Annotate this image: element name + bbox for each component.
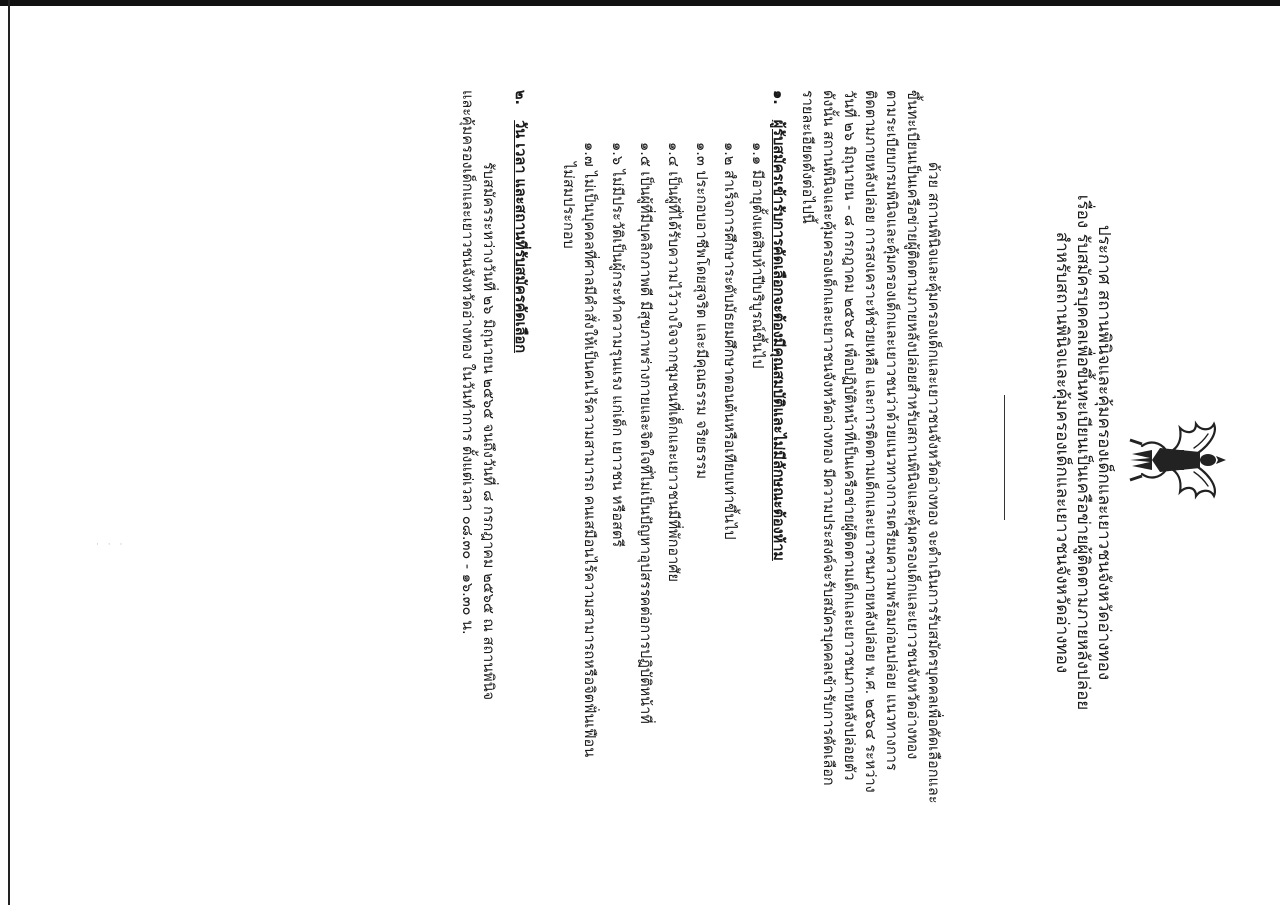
- garuda-emblem-icon: [1120, 420, 1230, 500]
- intro-line: ติดตามภายหลังปล่อย การสงเคราะห์ช่วยเหลือ และการติดตามเด็กและเยาวชนภายหลังปล่อย พ.ศ. ๒๕๖๔ ระหว่าง: [862, 90, 878, 793]
- intro-line: ด้วย สถานพินิจและคุ้มครองเด็กและเยาวชนจังหวัดอ่างทอง จะดำเนินการรับสมัครบุคคลเพื่อคัดเลือกและ: [925, 162, 941, 804]
- section1-title: ผู้รับสมัครเข้ารับการคัดเลือกจะต้องมีคุณสมบัติและไม่มีลักษณะต้องห้าม: [770, 119, 786, 561]
- section1-item: ๑.๔ เป็นผู้ที่ได้รับความไว้วางใจจากชุมชนที่เด็กและเยาวชนมีที่พักอาศัย: [665, 142, 681, 582]
- section2-line: และคุ้มครองเด็กและเยาวชนจังหวัดอ่างทอง ในวันทำการ ตั้งแต่เวลา ๐๘.๓๐ - ๑๖.๓๐ น.: [459, 90, 475, 635]
- intro-line: ขึ้นทะเบียนเป็นเครือข่ายผู้ติดตามภายหลังปล่อยสำหรับสถานพินิจและคุ้มครองเด็กและเยาวชนจังหวัดอ่างทอง: [904, 90, 920, 760]
- intro-line: วันที่ ๒๖ มิถุนายน - ๘ กรกฎาคม ๒๕๖๕ เพื่อปฏิบัติหน้าที่เป็นเครือข่ายผู้ติดตามเด็กและเยาวชนภายหลังปล่อยตัว: [841, 90, 857, 781]
- section2-title: วัน เวลา และสถานที่รับสมัครคัดเลือก: [512, 120, 528, 354]
- section1-heading: [768, 90, 788, 561]
- intro-line: ดังนั้น สถานพินิจและคุ้มครองเด็กและเยาวชนจังหวัดอ่างทอง มีความประสงค์จะรับสมัครบุคคลเข้ารับการคัดเลือก: [820, 90, 836, 786]
- section1-item: ๑.๑ มีอายุตั้งแต่สิบห้าปีบริบูรณ์ขึ้นไป: [749, 142, 765, 369]
- section1-number: ๑.: [770, 90, 786, 105]
- announcement-subject: เรื่อง รับสมัครบุคคลเพื่อขึ้นทะเบียนเป็นเครือข่ายผู้ติดตามภายหลังปล่อย: [1073, 194, 1093, 711]
- announcement-subject-cont: สำหรับสถานพินิจและคุ้มครองเด็กและเยาวชนจังหวัดอ่างทอง: [1052, 231, 1072, 674]
- scan-speck: · · ·: [96, 540, 126, 550]
- section1-item-cont: ไม่สมประกอบ: [560, 162, 576, 249]
- section2-line: รับสมัครระหว่างวันที่ ๒๖ มิถุนายน ๒๕๖๕ จนถึงวันที่ ๘ กรกฎาคม ๒๕๖๕ ณ สถานพินิจ: [480, 162, 496, 701]
- section1-item: ๑.๗ ไม่เป็นบุคคลที่ศาลมีคำสั่งให้เป็นคนไร้ความสามารถ คนเสมือนไร้ความสามารถหรือจิตฟั่นเฟือน: [581, 142, 597, 758]
- section2-heading: [510, 90, 530, 353]
- header-divider: [1004, 395, 1005, 520]
- section1-item: ๑.๖ ไม่มีประวัติเป็นผู้กระทำความรุนแรง แก่เด็ก เยาวชน หรือสตรี: [609, 142, 625, 548]
- announcement-heading: ประกาศ สถานพินิจและคุ้มครองเด็กและเยาวชนจังหวัดอ่างทอง: [1094, 224, 1114, 681]
- section1-item: ๑.๒ สำเร็จการศึกษาระดับมัธยมศึกษาตอนต้นหรือเทียบเท่าขึ้นไป: [721, 142, 737, 540]
- section1-item: ๑.๕ เป็นผู้ที่มีบุคลิกภาพดี มีสุขภาพร่างกายและจิตใจที่ไม่เป็นปัญหาอุปสรรคต่อการปฏิบัติหน้าที่: [637, 142, 653, 724]
- section2-number: ๒.: [512, 90, 528, 106]
- intro-line: ตามระเบียบกรมพินิจและคุ้มครองเด็กและเยาวชนว่าด้วยแนวทางการเตรียมความพร้อมก่อนปล่อย แนวทางการ: [883, 90, 899, 771]
- intro-line: รายละเอียดดังต่อไปนี้: [799, 90, 815, 224]
- section1-item: ๑.๓ ประกอบอาชีพโดยสุจริต และมีคุณธรรม จริยธรรม: [693, 142, 709, 480]
